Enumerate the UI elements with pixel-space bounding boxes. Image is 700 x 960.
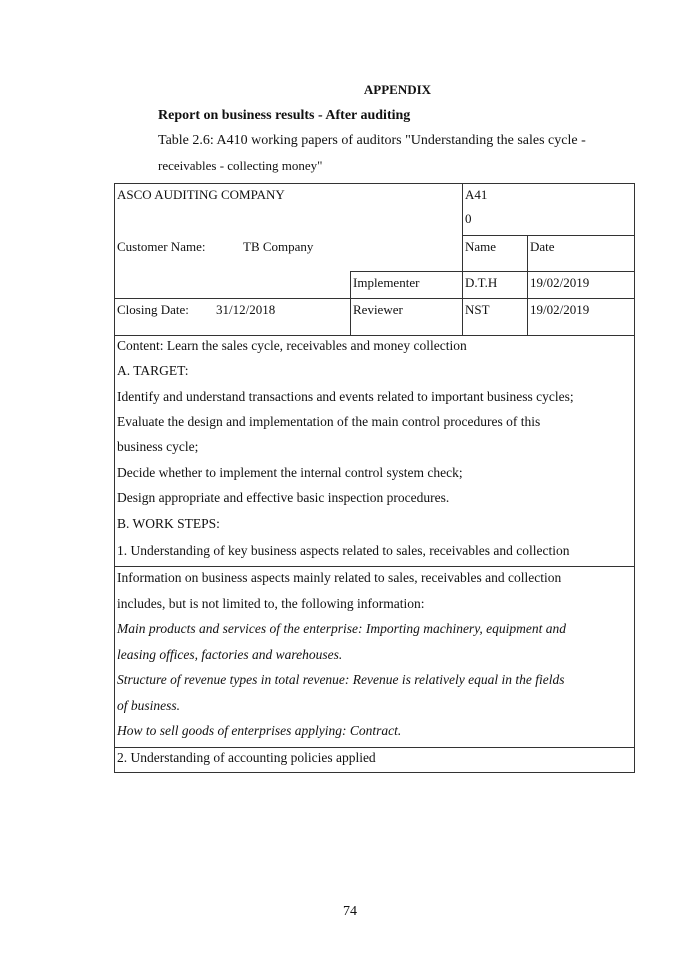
reviewer-name: NST bbox=[465, 302, 490, 317]
step-2: 2. Understanding of accounting policies applied bbox=[117, 750, 376, 765]
implementer-date: 19/02/2019 bbox=[530, 275, 590, 290]
customer-value: TB Company bbox=[243, 239, 314, 254]
appendix-heading: APPENDIX bbox=[363, 82, 432, 97]
rule-step2-top bbox=[114, 747, 635, 748]
target-item-4: Design appropriate and effective basic inspection procedures. bbox=[117, 490, 450, 505]
date-column-header: Date bbox=[530, 239, 555, 254]
report-title: Report on business results - After auditing bbox=[158, 108, 411, 123]
table-caption-line-2: receivables - collecting money" bbox=[158, 158, 323, 173]
implementer-label: Implementer bbox=[353, 275, 420, 290]
rule-info-top bbox=[114, 566, 635, 567]
info-italic-2b: of business. bbox=[117, 698, 181, 713]
page-number: 74 bbox=[343, 904, 357, 919]
code-line-2: 0 bbox=[465, 211, 472, 226]
target-item-2a: Evaluate the design and implementation of the main control procedures of this bbox=[117, 414, 541, 429]
rule-code-column bbox=[462, 183, 463, 335]
info-italic-1a: Main products and services of the enterprise: Importing machinery, equipment and bbox=[117, 621, 567, 636]
code-line-1: A41 bbox=[465, 187, 488, 202]
info-italic-3: How to sell goods of enterprises applying: Contract. bbox=[117, 723, 402, 738]
target-heading: A. TARGET: bbox=[117, 363, 189, 378]
reviewer-date: 19/02/2019 bbox=[530, 302, 590, 317]
target-item-3: Decide whether to implement the internal control system check; bbox=[117, 465, 463, 480]
target-item-1: Identify and understand transactions and events related to important business cycles; bbox=[117, 389, 574, 404]
work-steps-heading: B. WORK STEPS: bbox=[117, 516, 220, 531]
info-italic-2a: Structure of revenue types in total revenue: Revenue is relatively equal in the fields bbox=[117, 672, 565, 687]
rule-content-top bbox=[114, 335, 635, 336]
closing-date-label: Closing Date: bbox=[117, 302, 189, 317]
content-line: Content: Learn the sales cycle, receivables and money collection bbox=[117, 338, 467, 353]
customer-label: Customer Name: bbox=[117, 239, 206, 254]
implementer-name: D.T.H bbox=[465, 275, 498, 290]
company-name: ASCO AUDITING COMPANY bbox=[117, 187, 285, 202]
rule-date-column bbox=[527, 235, 528, 335]
rule-role-column bbox=[350, 271, 351, 335]
reviewer-label: Reviewer bbox=[353, 302, 403, 317]
info-line-1: Information on business aspects mainly related to sales, receivables and collection bbox=[117, 570, 562, 585]
closing-date-value: 31/12/2018 bbox=[216, 302, 276, 317]
info-italic-1b: leasing offices, factories and warehouses. bbox=[117, 647, 343, 662]
name-column-header: Name bbox=[465, 239, 497, 254]
info-line-2: includes, but is not limited to, the following information: bbox=[117, 596, 425, 611]
step-1: 1. Understanding of key business aspects related to sales, receivables and collection bbox=[117, 543, 570, 558]
table-caption-line-1: Table 2.6: A410 working papers of auditors "Understanding the sales cycle - bbox=[158, 133, 586, 148]
rule-implementer-top bbox=[350, 271, 635, 272]
target-item-2b: business cycle; bbox=[117, 439, 199, 454]
rule-name-date-top bbox=[462, 235, 635, 236]
rule-closing-top bbox=[114, 298, 635, 299]
